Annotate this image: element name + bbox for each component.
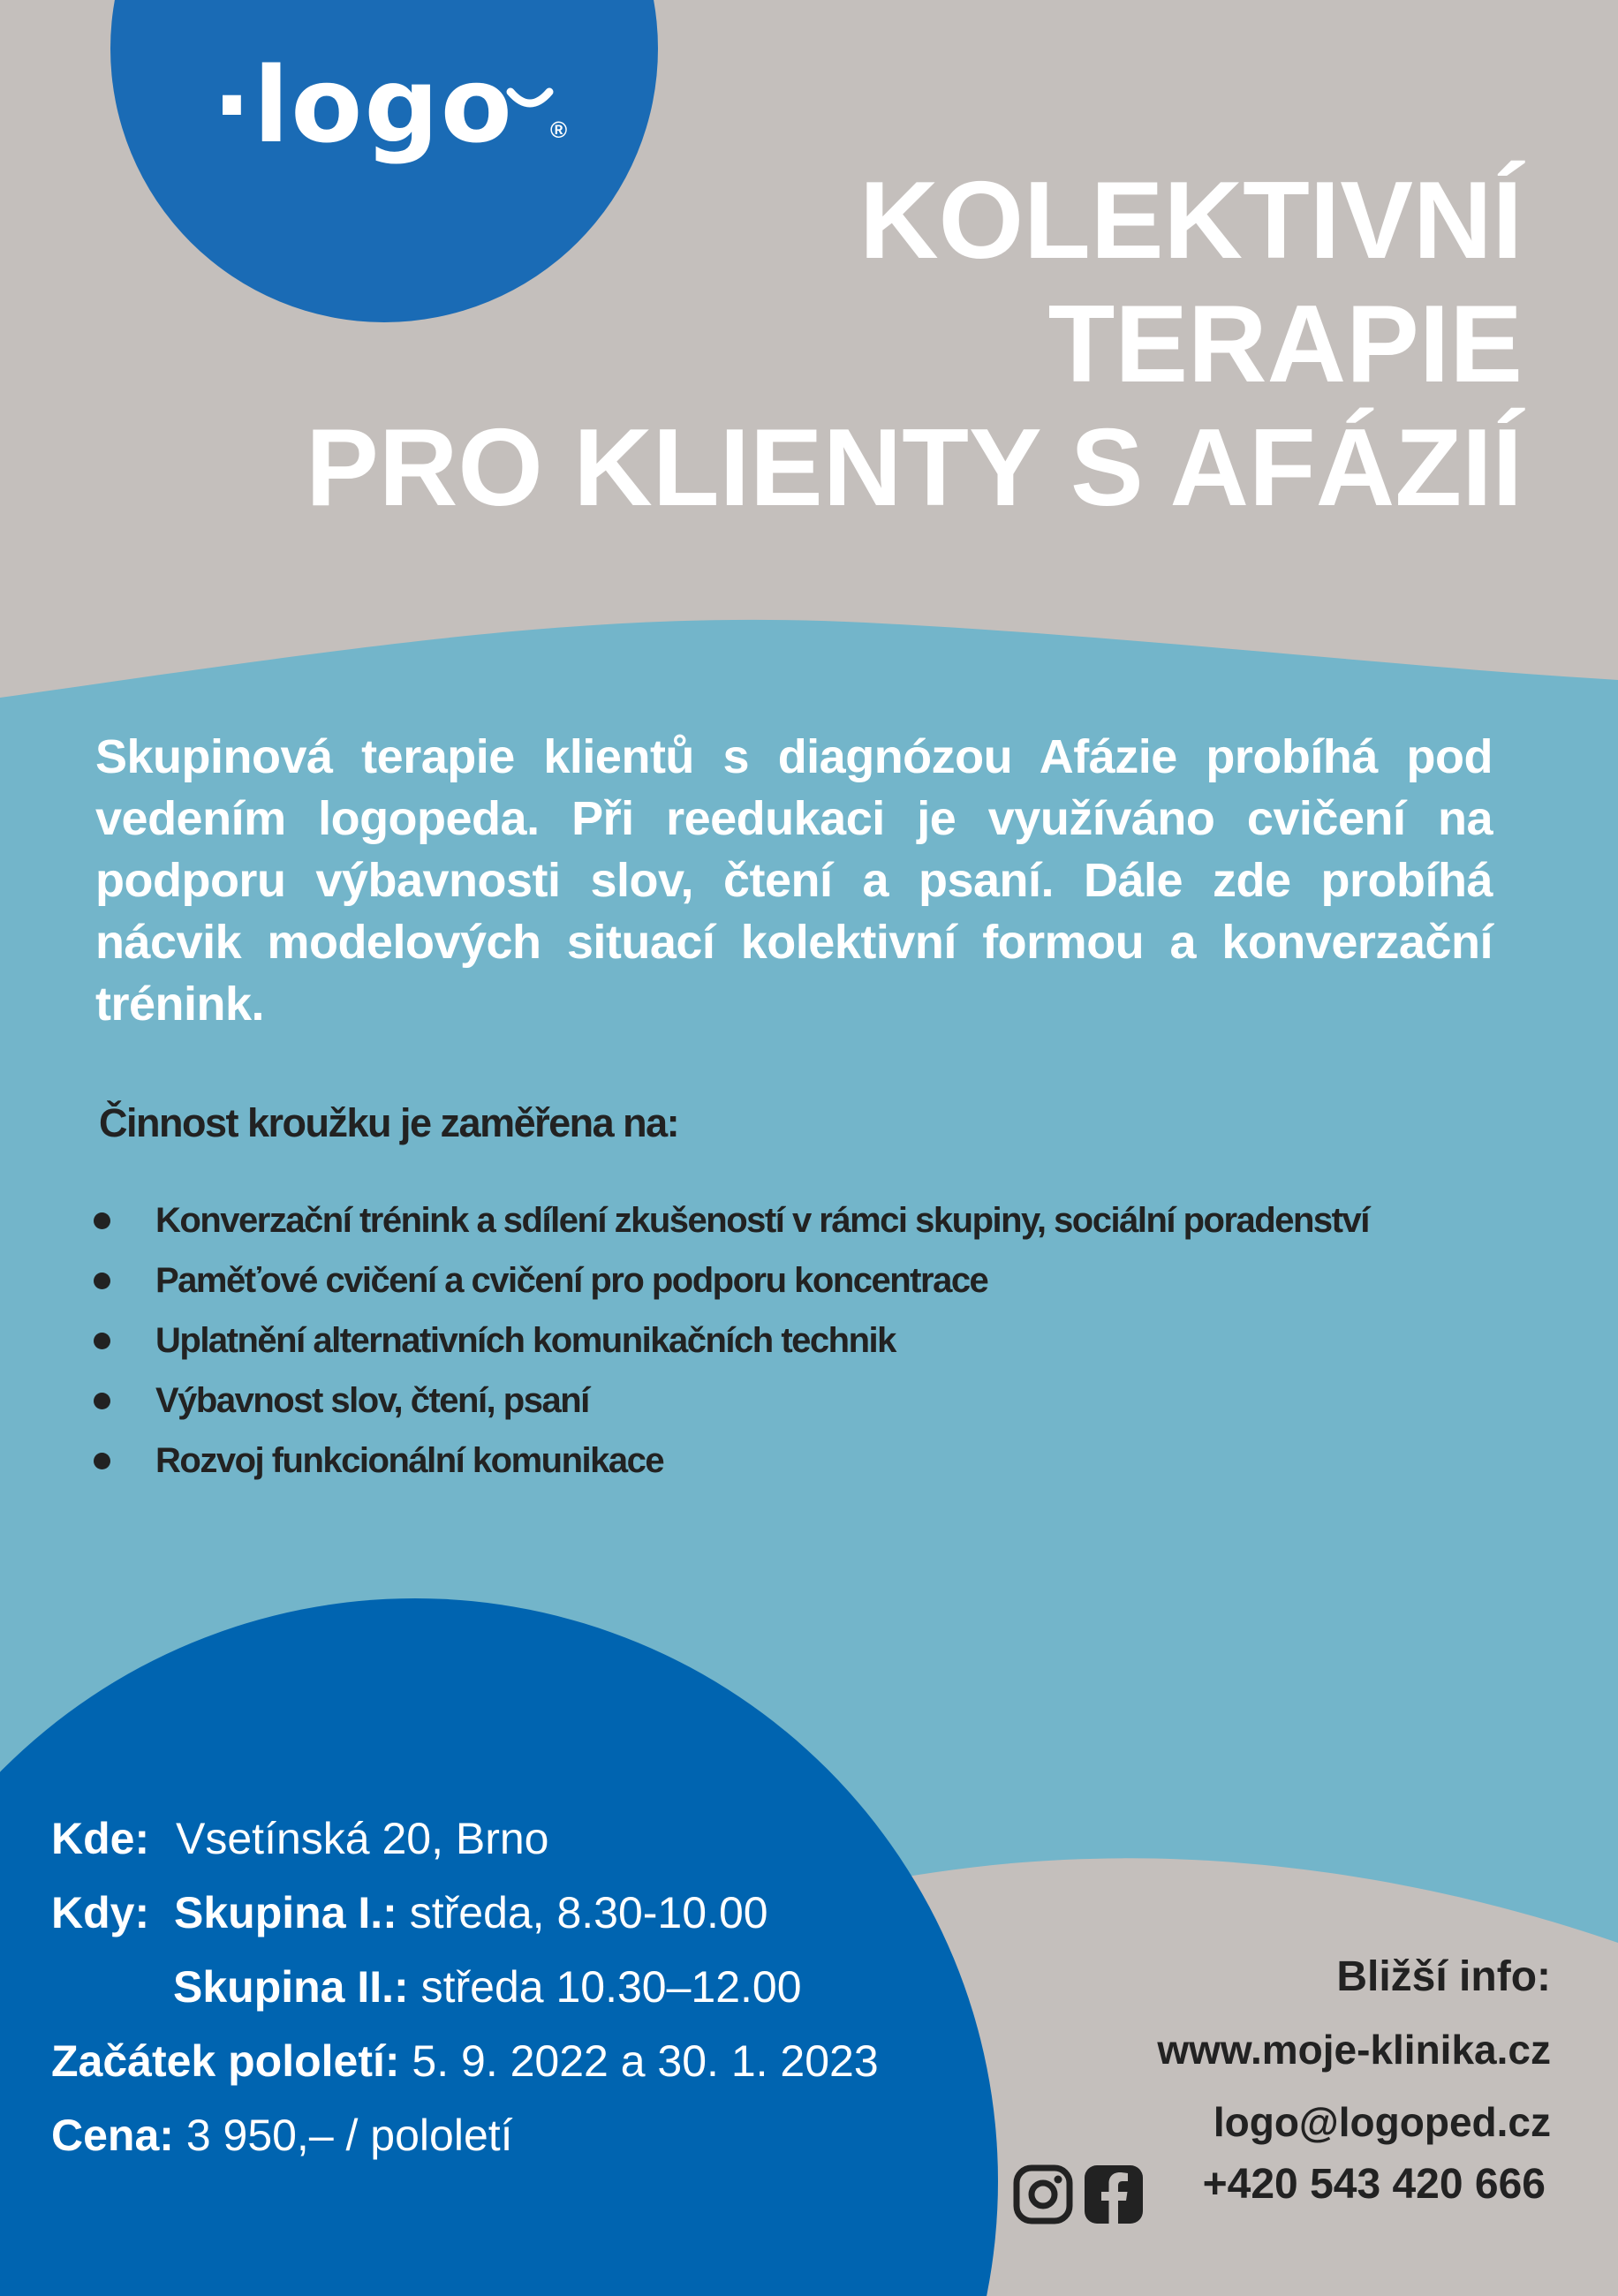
list-item-text: Rozvoj funkcionální komunikace: [155, 1441, 664, 1480]
when-label: Kdy:: [51, 1888, 150, 1937]
title-line-3: PRO KLIENTY S AFÁZIÍ: [306, 407, 1523, 529]
info-where: [51, 1801, 879, 1876]
list-item: [88, 1190, 1369, 1250]
start-label: Začátek pololetí:: [51, 2036, 400, 2086]
bullet-icon: [94, 1212, 110, 1229]
contact-block: [933, 1941, 1551, 2158]
list-item-text: Konverzační trénink a sdílení zkušeností v rámci skupiny, sociální poradenství: [155, 1201, 1369, 1240]
price-value: 3 950,– / pololetí: [173, 2111, 513, 2160]
focus-heading: Činnost kroužku je zaměřena na:: [99, 1100, 679, 1145]
title-line-1: KOLEKTIVNÍ: [859, 160, 1523, 282]
page-title: [198, 159, 1523, 530]
list-item-text: Uplatnění alternativních komunikačních technik: [155, 1321, 896, 1360]
logo-wordmark: ·logo: [212, 44, 514, 166]
title-line-2: TERAPIE: [1047, 283, 1523, 405]
info-when-group2: [51, 1950, 879, 2024]
info-when-group1: [51, 1876, 879, 1950]
focus-list: [88, 1190, 1369, 1491]
registered-mark: ®: [550, 117, 568, 143]
list-item-text: Paměťové cvičení a cvičení pro podporu koncentrace: [155, 1261, 988, 1300]
list-item: [88, 1250, 1369, 1310]
info-price: [51, 2098, 879, 2172]
logo-smile-icon: [503, 79, 556, 115]
intro-paragraph: Skupinová terapie klientů s diagnózou Afázie probíhá pod vedením logopeda. Při reedukaci je využíváno cvičení na podporu výbavnosti slov, čtení a psaní. Dále zde probíhá nácvik modelových situací kolektivní formou a konverzační trénink.: [95, 730, 1493, 1031]
course-info: [51, 1801, 879, 2172]
bullet-icon: [94, 1333, 110, 1349]
facebook-icon[interactable]: [1083, 2164, 1145, 2225]
where-label: Kde:: [51, 1814, 150, 1863]
website-link[interactable]: www.moje-klinika.cz: [1157, 2027, 1551, 2073]
list-item: [88, 1310, 1369, 1371]
bullet-icon: [94, 1273, 110, 1289]
list-item: [88, 1371, 1369, 1431]
group1-value: středa, 8.30-10.00: [397, 1888, 768, 1937]
start-value: 5. 9. 2022 a 30. 1. 2023: [399, 2036, 879, 2086]
bullet-icon: [94, 1453, 110, 1469]
info-start: [51, 2024, 879, 2098]
email-link[interactable]: logo@logoped.cz: [1213, 2099, 1551, 2145]
contact-heading: Bližší info:: [1336, 1953, 1551, 2000]
group2-label: Skupina II.:: [173, 1962, 409, 2012]
bullet-icon: [94, 1393, 110, 1409]
list-item-text: Výbavnost slov, čtení, psaní: [155, 1381, 589, 1420]
group2-value: středa 10.30–12.00: [408, 1962, 802, 2012]
group1-label: Skupina I.:: [174, 1888, 397, 1937]
list-item: [88, 1431, 1369, 1491]
price-label: Cena:: [51, 2111, 174, 2160]
instagram-icon[interactable]: [1012, 2164, 1074, 2225]
phone-number[interactable]: +420 543 420 666: [1202, 2161, 1546, 2208]
info-circle-bottom-fill: [0, 2181, 972, 2296]
where-value: Vsetínská 20, Brno: [176, 1814, 549, 1863]
